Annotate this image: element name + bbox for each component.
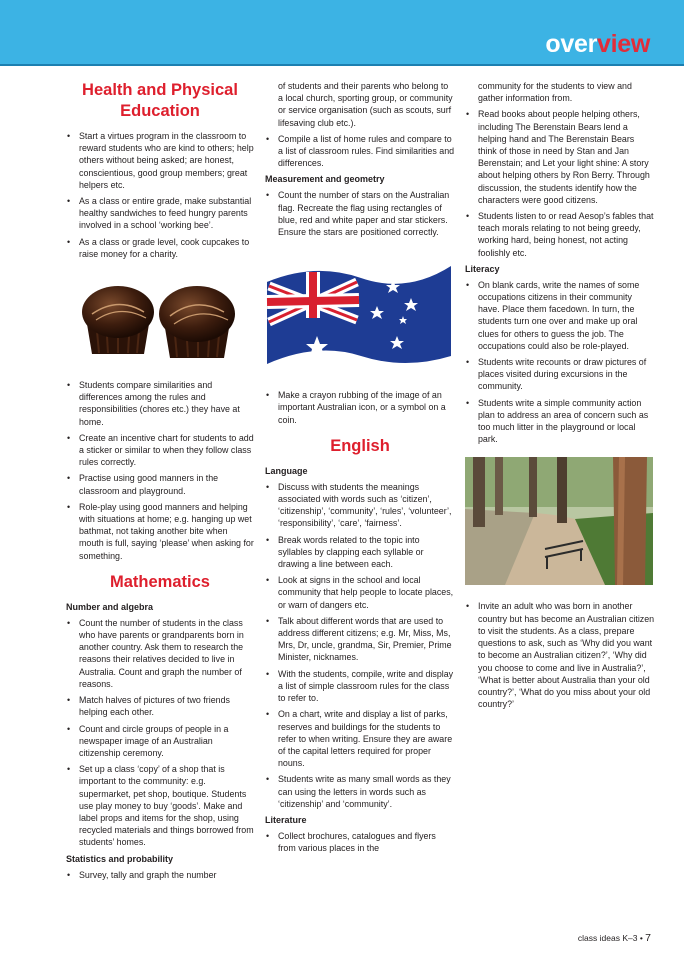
page-number: 7	[645, 932, 651, 944]
list-item: community for the students to view and gather information from.	[478, 81, 632, 104]
list-item: • Students listen to or read Aesop’s fables that teach morals relating to not being greedy, working hard, being honest, not acting foolishly etc.	[465, 210, 655, 259]
language-heading: Language	[265, 465, 308, 476]
list-item: • Look at signs in the school and local community that help people to locate places, or warn of dangers etc.	[265, 574, 455, 611]
list-item: • Compile a list of home rules and compare to a list of classroom rules. Find similarities and differences.	[265, 133, 455, 170]
list-item: • Survey, tally and graph the number	[66, 869, 254, 881]
list-item: • Make a crayon rubbing of the image of an important Australian icon, or a symbol on a coin.	[265, 389, 455, 426]
measure-list-2	[265, 389, 455, 426]
list-item: • Collect brochures, catalogues and flyers from various places in the	[265, 830, 455, 854]
list-item: • Count and circle groups of people in a newspaper image of an Australian citizenship ceremony.	[66, 723, 254, 760]
stats-heading: Statistics and probability	[66, 853, 174, 864]
column-1	[66, 80, 254, 885]
list-item: • Talk about different words that are used to address different citizens; e.g. Mr, Miss, Ms, Mrs, Dr, uncle, grandma, Sir, Premier, Prime Minister, nicknames.	[265, 615, 455, 664]
number-list	[66, 617, 254, 849]
english-title: English	[330, 436, 390, 455]
list-item: • As a class or grade level, cook cupcakes to raise money for a charity.	[66, 236, 254, 260]
literature-list-2	[465, 108, 655, 258]
header-divider	[0, 64, 684, 66]
page-footer: class ideas K–3 • 7	[577, 932, 651, 944]
stats-continued	[265, 80, 455, 129]
list-item: • Discuss with students the meanings associated with words such as ‘citizen’, ‘citizenship’, ‘community’, ‘rules’, ‘volunteer’, ‘responsibility’, ‘care’, ‘fairness’.	[265, 481, 455, 530]
literacy-list-2	[465, 600, 655, 710]
health-title: Health and Physical Education	[82, 81, 238, 120]
list-item: of students and their parents who belong to a local church, sporting group, or community or service organisation (such as scouts, surf lifesaving club etc.).	[278, 81, 453, 128]
stats-list-2	[265, 133, 455, 170]
list-item: • Invite an adult who was born in another country but has become an Australian citizen to visit the students. As a class, prepare questions to ask, such as ‘Why did you want to become an Australian citizen?’, ‘Why did you choose to come and live in Australia?’, ‘What is better about Australia than your old country?’, ‘What do you miss about your old country?’	[465, 600, 655, 710]
australian-flag-image	[265, 252, 453, 372]
column-2	[265, 80, 455, 858]
list-item: • On blank cards, write the names of some occupations citizens in their community have. Place them facedown. In turn, the students turn one over and make up oral clues for others to guess the job. The occupations could also be role-played.	[465, 279, 655, 352]
number-heading: Number and algebra	[66, 601, 154, 612]
stats-list	[66, 869, 254, 881]
math-title: Mathematics	[110, 572, 210, 591]
literacy-heading: Literacy	[465, 263, 500, 274]
literature-heading: Literature	[265, 814, 307, 825]
measure-heading: Measurement and geometry	[265, 174, 385, 185]
header-bar	[0, 0, 684, 66]
cupcakes-image	[78, 274, 238, 362]
language-list	[265, 481, 455, 810]
list-item: • Read books about people helping others, including The Berenstain Bears lend a helping hand and The Berenstain Bears think of those in need by Stan and Jan Berenstain; and Let your light shine: A story about helping others by Ron Berry. Through discussion, the students identify how the characters were good citizens.	[465, 108, 655, 206]
list-item: • Count the number of students in the class who have parents or grandparents born in another country. Ask them to research the reasons their relatives decided to live in Australia. Count and graph the number of reasons.	[66, 617, 254, 690]
list-item: • Practise using good manners in the classroom and playground.	[66, 472, 254, 496]
list-item: • Match halves of pictures of two friends helping each other.	[66, 694, 254, 718]
literature-list	[265, 830, 455, 854]
list-item: • Set up a class ‘copy’ of a shop that is important to the community: e.g. supermarket, pet shop, boutique. Students use play money to buy ‘goods’. Make and label props and items for the shop, using recycled materials and things borrowed from students’ homes.	[66, 763, 254, 848]
list-item: • Count the number of stars on the Australian flag. Recreate the flag using rectangles of blue, red and white paper and star stickers. Ensure the stars are positioned correctly.	[265, 189, 455, 238]
column-3	[465, 80, 655, 714]
section-title: overview	[545, 30, 650, 58]
list-item: • Students write a simple community action plan to address an area of concern such as too much litter in the playground or local park.	[465, 397, 655, 446]
measure-list	[265, 189, 455, 238]
list-item: • Students compare similarities and differences among the rules and responsibilities (chores etc.) they have at home.	[66, 379, 254, 428]
list-item: • Students write recounts or draw pictures of places visited during excursions in the community.	[465, 356, 655, 393]
health-list-2	[66, 379, 254, 562]
list-item: • Students write as many small words as they can using the letters in words such as ‘citizenship’ and ‘community’.	[265, 773, 455, 810]
list-item: • Role-play using good manners and helping with situations at home; e.g. hanging up wet bathmat, not taking another bite when mouth is full, saying ‘please’ when asking for something.	[66, 501, 254, 562]
list-item: • On a chart, write and display a list of parks, reserves and buildings for the students to refer to when writing. Ensure they are aware of the capital letters required for proper nouns.	[265, 708, 455, 769]
park-bench-image	[465, 457, 653, 585]
list-item: • Break words related to the topic into syllables by clapping each syllable or drawing a line between each.	[265, 534, 455, 571]
literature-continued	[465, 80, 655, 104]
literacy-list	[465, 279, 655, 446]
health-list	[66, 130, 254, 260]
list-item: • As a class or entire grade, make substantial healthy sandwiches to feed hungry parents involved in a school ‘working bee’.	[66, 195, 254, 232]
list-item: • With the students, compile, write and display a list of simple classroom rules for the class to refer to.	[265, 668, 455, 705]
list-item: • Start a virtues program in the classroom to reward students who are kind to others; help others without being asked; are honest, conscientious, good group members; great helpers etc.	[66, 130, 254, 191]
list-item: • Create an incentive chart for students to add a sticker or similar to when they follow class rules correctly.	[66, 432, 254, 469]
